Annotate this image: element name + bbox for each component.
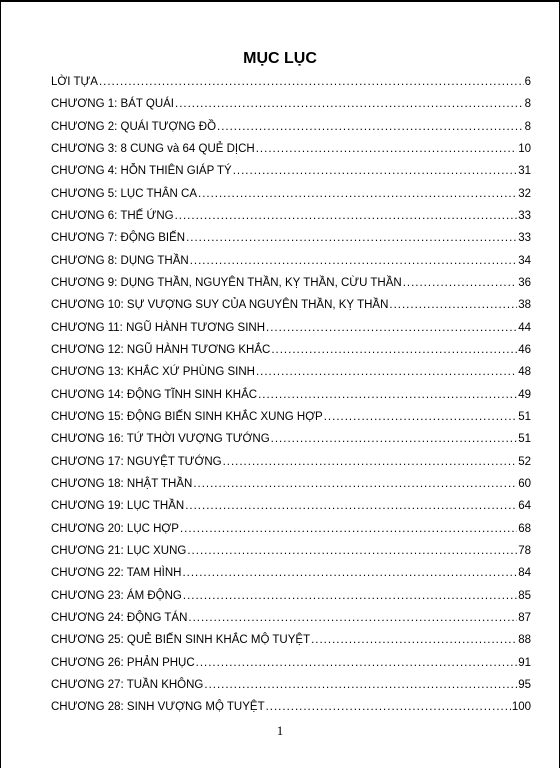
toc-leader-dots [266, 696, 511, 718]
toc-entry-label: CHƯƠNG 27: TUẦN KHÔNG [51, 678, 204, 691]
toc-leader-dots [256, 138, 517, 160]
toc-entry[interactable] [51, 183, 531, 205]
toc-entry-page: 52 [518, 455, 531, 468]
toc-entry-label: LỜI TỰA [51, 76, 98, 88]
toc-entry-page: 31 [518, 165, 531, 178]
toc-entry-label: CHƯƠNG 20: LỤC HỢP [51, 522, 179, 535]
toc-entry-page: 8 [524, 98, 531, 111]
toc-leader-dots [185, 495, 517, 517]
toc-entry[interactable] [51, 473, 531, 495]
toc-leader-dots [193, 473, 517, 495]
toc-entry-label: CHƯƠNG 5: LỤC THÂN CA [51, 187, 197, 200]
toc-leader-dots [187, 540, 517, 562]
toc-entry-page: 36 [518, 276, 531, 289]
toc-leader-dots [190, 250, 518, 272]
toc-entry-label: CHƯƠNG 3: 8 CUNG và 64 QUẺ DỊCH [51, 142, 255, 155]
toc-entry-page: 48 [518, 366, 531, 379]
toc-entry[interactable] [51, 674, 531, 696]
toc-entry-page: 10 [518, 142, 531, 155]
toc-entry[interactable] [51, 384, 531, 406]
toc-entry-label: CHƯƠNG 23: ÁM ĐỘNG [51, 589, 182, 602]
toc-entry[interactable] [51, 696, 531, 718]
toc-leader-dots [183, 585, 517, 607]
toc-leader-dots [188, 607, 517, 629]
toc-entry-page: 32 [518, 187, 531, 200]
toc-entry[interactable] [51, 361, 531, 383]
toc-leader-dots [99, 71, 524, 93]
toc-entry[interactable] [51, 272, 531, 294]
toc-entry-page: 6 [524, 76, 531, 88]
toc-leader-dots [175, 93, 524, 115]
toc-entry-label: CHƯƠNG 8: DỤNG THẦN [51, 254, 189, 267]
toc-entry-page: 60 [518, 477, 531, 490]
toc-entry-page: 46 [518, 343, 531, 356]
toc-entry-label: CHƯƠNG 2: QUÁI TƯỢNG ĐỒ [51, 120, 217, 133]
toc-entry-label: CHƯƠNG 12: NGŨ HÀNH TƯƠNG KHẮC [51, 343, 271, 356]
toc-entry[interactable] [51, 116, 531, 138]
toc-entry-page: 44 [518, 321, 531, 334]
toc-entry-label: CHƯƠNG 24: ĐỘNG TÁN [51, 611, 188, 624]
toc-entry-label: CHƯƠNG 7: ĐỘNG BIẾN [51, 232, 186, 245]
toc-entry-page: 78 [518, 544, 531, 557]
toc-entry[interactable] [51, 451, 531, 473]
toc-entry-label: CHƯƠNG 6: THẾ ỨNG [51, 209, 174, 222]
toc-entry-label: CHƯƠNG 14: ĐỘNG TĨNH SINH KHẮC [51, 388, 258, 401]
toc-entry-label: CHƯƠNG 28: SINH VƯỢNG MỘ TUYỆT [51, 701, 265, 714]
toc-entry-label: CHƯƠNG 9: DỤNG THẦN, NGUYÊN THẦN, KỴ THẦN, CỪU THẦN [51, 276, 402, 289]
toc-entry[interactable] [51, 406, 531, 428]
toc-entry[interactable] [51, 227, 531, 249]
toc-entry-page: 33 [518, 209, 531, 222]
toc-leader-dots [258, 384, 517, 406]
toc-entry-page: 8 [524, 120, 531, 133]
toc-leader-dots [217, 116, 524, 138]
toc-entry[interactable] [51, 629, 531, 651]
toc-entry-label: CHƯƠNG 15: ĐỘNG BIẾN SINH KHẮC XUNG HỢP [51, 410, 323, 423]
toc-entry[interactable] [51, 205, 531, 227]
toc-entry-label: CHƯƠNG 11: NGŨ HÀNH TƯƠNG SINH [51, 321, 266, 334]
page-number: 1 [276, 723, 284, 738]
table-of-contents [51, 71, 531, 719]
toc-entry-page: 88 [518, 634, 531, 647]
toc-entry-page: 87 [518, 611, 531, 624]
toc-entry-label: CHƯƠNG 18: NHẬT THẦN [51, 477, 193, 490]
toc-entry-label: CHƯƠNG 1: BÁT QUÁI [51, 98, 174, 111]
toc-entry-label: CHƯƠNG 4: HỖN THIÊN GIÁP TÝ [51, 165, 232, 178]
toc-leader-dots [196, 652, 518, 674]
toc-entry[interactable] [51, 250, 531, 272]
toc-entry-page: 95 [518, 678, 531, 691]
toc-entry-page: 49 [518, 388, 531, 401]
toc-entry[interactable] [51, 339, 531, 361]
toc-entry[interactable] [51, 652, 531, 674]
toc-leader-dots [186, 227, 517, 249]
page-border-top [0, 0, 560, 2]
page-border-left [0, 0, 1, 768]
toc-entry-label: CHƯƠNG 21: LỤC XUNG [51, 544, 187, 557]
toc-entry-page: 38 [518, 299, 531, 312]
toc-entry[interactable] [51, 428, 531, 450]
toc-entry[interactable] [51, 607, 531, 629]
toc-leader-dots [311, 629, 517, 651]
toc-entry-page: 68 [518, 522, 531, 535]
toc-entry[interactable] [51, 93, 531, 115]
toc-entry[interactable] [51, 138, 531, 160]
toc-entry-page: 84 [518, 567, 531, 580]
toc-leader-dots [271, 428, 518, 450]
toc-leader-dots [389, 294, 517, 316]
toc-entry-page: 33 [518, 232, 531, 245]
toc-entry-label: CHƯƠNG 16: TỨ THỜI VƯỢNG TƯỚNG [51, 433, 270, 446]
toc-entry-label: CHƯƠNG 19: LỤC THẦN [51, 500, 185, 513]
toc-leader-dots [223, 451, 518, 473]
toc-entry-page: 100 [511, 701, 531, 714]
toc-leader-dots [198, 183, 517, 205]
toc-entry[interactable] [51, 160, 531, 182]
toc-entry[interactable] [51, 540, 531, 562]
toc-leader-dots [175, 205, 518, 227]
toc-entry-page: 91 [518, 656, 531, 669]
toc-leader-dots [266, 317, 517, 339]
toc-entry-page: 51 [518, 433, 531, 446]
toc-entry[interactable] [51, 495, 531, 517]
toc-entry[interactable] [51, 71, 531, 93]
toc-title: MỤC LỤC [243, 50, 317, 67]
toc-entry-page: 85 [518, 589, 531, 602]
toc-entry[interactable] [51, 317, 531, 339]
toc-entry[interactable] [51, 294, 531, 316]
toc-entry-label: CHƯƠNG 25: QUẺ BIẾN SINH KHẮC MỘ TUYỆT [51, 634, 311, 647]
toc-entry-label: CHƯƠNG 10: SỰ VƯỢNG SUY CỦA NGUYÊN THẦN, KỴ THẦN [51, 299, 389, 312]
toc-entry-page: 51 [518, 410, 531, 423]
toc-leader-dots [403, 272, 518, 294]
toc-leader-dots [324, 406, 517, 428]
toc-entry[interactable] [51, 518, 531, 540]
toc-leader-dots [256, 361, 517, 383]
toc-entry-label: CHƯƠNG 26: PHẢN PHỤC [51, 656, 195, 669]
toc-entry-page: 34 [518, 254, 531, 267]
toc-entry-page: 64 [518, 500, 531, 513]
toc-entry[interactable] [51, 562, 531, 584]
toc-entry-label: CHƯƠNG 17: NGUYỆT TƯỚNG [51, 455, 222, 468]
toc-leader-dots [271, 339, 517, 361]
toc-leader-dots [204, 674, 517, 696]
toc-entry-label: CHƯƠNG 13: KHẮC XỨ PHÙNG SINH [51, 366, 255, 379]
toc-entry[interactable] [51, 585, 531, 607]
toc-leader-dots [180, 518, 517, 540]
toc-leader-dots [182, 562, 517, 584]
toc-leader-dots [233, 160, 517, 182]
toc-entry-label: CHƯƠNG 22: TAM HÌNH [51, 567, 182, 580]
